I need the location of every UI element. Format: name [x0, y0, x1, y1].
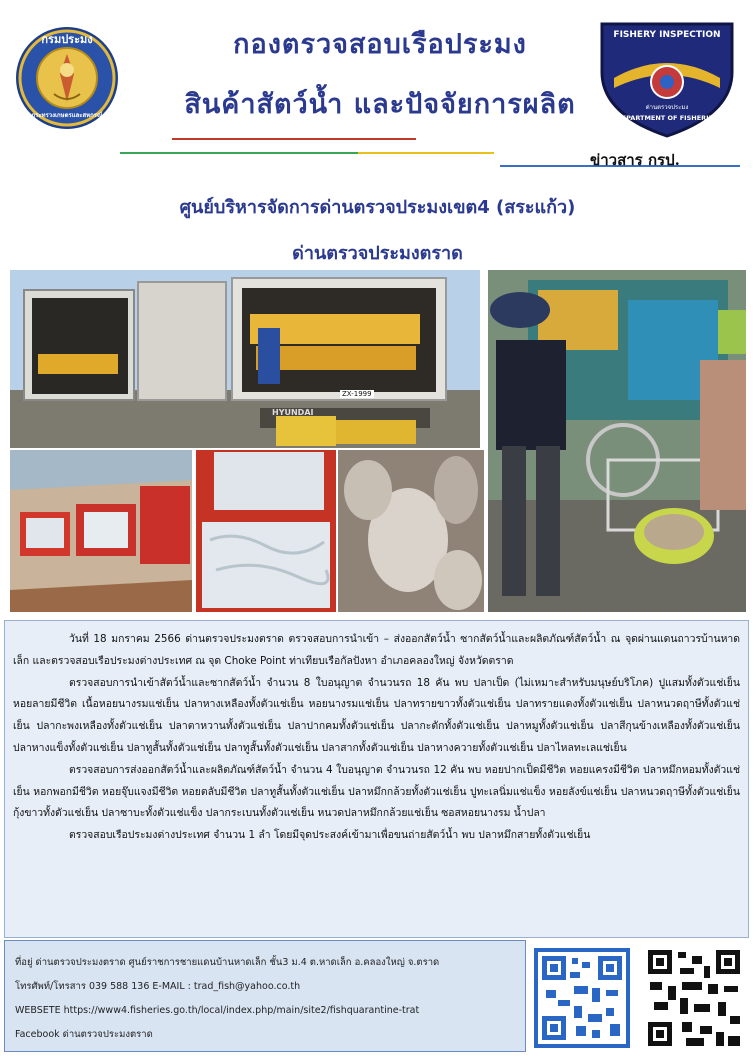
contact-address: ที่อยู่ ด่านตรวจประมงตราด ศูนย์ราชการชายแดนบ้านหาดเล็ก ชั้น3 ม.4 ต.หาดเล็ก อ.คลองใหญ่ จ.ตราด: [15, 957, 440, 968]
logo-left-bottom-text: กระทรวงเกษตรและสหกรณ์: [31, 112, 103, 119]
office-title: ศูนย์บริหารจัดการด่านตรวจประมงเขต4 (สระแก้ว): [179, 197, 576, 218]
header-title-line2: สินค้าสัตว์น้ำ และปัจจัยการผลิต: [184, 89, 576, 120]
report-text-box: [4, 620, 749, 938]
logo-left-top-text: กรมประมง: [41, 33, 93, 46]
qr-code-facebook[interactable]: [642, 942, 746, 1054]
photo-truck-inspection: [10, 270, 480, 448]
department-logo-left: [14, 24, 120, 132]
contact-facebook: Facebook ด่านตรวจประมงตราด: [15, 1029, 153, 1040]
paragraph-export-findings: ตรวจสอบการส่งออกสัตว์น้ำและผลิตภัณฑ์สัตว์น้ำ จำนวน 4 ใบอนุญาต จำนวนรถ 12 คัน พบ หอยปากเป็ดมีชีวิต หอยแครงมีชีวิต ปลาหมึกหอมทั้งตัวแช่เย็น หอกพอกมีชีวิต หอยจุ๊บแจงมีชีวิต หอยตลับมีชีวิต ปลาทูสั้นทั้งตัวแช่เย็น ปลาหมึกกล้วยทั้งตัวแช่เย็น ปูทะเลนิ่มแช่แข็ง หอยลังข์แช่เย็น ปลาหนวดฤาษีทั้งตัวแช่เย็น กุ้งขาวทั้งตัวแช่เย็น ปลาซาบะทั้งตัวแช่แข็ง ปลากระเบนทั้งตัวแช่เย็น หนวดปลาหมึกกล้วยแช่เย็น ซอสหอยนางรม น้ำปลา: [13, 763, 740, 820]
header-title-line1: กองตรวจสอบเรือประมง: [233, 29, 527, 60]
divider-red: [172, 138, 416, 140]
contact-phone-email: โทรศัพท์/โทรสาร 039 588 136 E-MAIL : trad_fish@yahoo.co.th: [15, 981, 301, 992]
photo-boat-baskets: [10, 450, 192, 612]
truck-plate-text: ZX-1999: [342, 390, 372, 398]
divider-green: [120, 152, 358, 154]
news-label: ข่าวสาร กรป.: [590, 151, 680, 169]
badge-center-text: ด่านตรวจประมง: [645, 104, 689, 111]
contact-footer: [4, 940, 526, 1052]
contact-website: WEBSETE https://www4.fisheries.go.th/local/index.php/main/site2/fishquarantine-trat: [15, 1005, 420, 1016]
fishery-inspection-badge: [596, 18, 738, 140]
photo-squid-closeup: [338, 450, 484, 612]
badge-bottom-text: DEPARTMENT OF FISHERIES: [616, 114, 718, 122]
photo-officer-inspecting: [488, 270, 746, 612]
badge-top-text: FISHERY INSPECTION: [613, 30, 721, 40]
divider-yellow: [358, 152, 494, 154]
paragraph-foreign-vessel: ตรวจสอบเรือประมงต่างประเทศ จำนวน 1 ลำ โดยมีจุดประสงค์เข้ามาเพื่อขนถ่ายสัตว์น้ำ พบ ปลาหมึกสายทั้งตัวแช่เย็น: [69, 829, 591, 842]
qr-code-website[interactable]: [530, 942, 634, 1054]
paragraph-inspection-summary: วันที่ 18 มกราคม 2566 ด่านตรวจประมงตราด ตรวจสอบการนำเข้า – ส่งออกสัตว์น้ำ ซากสัตว์น้ำและผลิตภัณฑ์สัตว์น้ำ ณ จุดผ่านแดนถาวรบ้านหาดเล็ก และตรวจสอบเรือประมงต่างประเทศ ณ จุด Choke Point ท่าเทียบเรือกัลปังหา อำเภอคลองใหญ่ จังหวัดตราด: [13, 633, 740, 667]
checkpoint-title: ด่านตรวจประมงตราด: [292, 243, 463, 264]
photo-iced-squid-crates: [196, 450, 336, 612]
truck-brand-text: HYUNDAI: [272, 408, 314, 417]
paragraph-import-findings: ตรวจสอบการนำเข้าสัตว์น้ำและซากสัตว์น้ำ จำนวน 8 ใบอนุญาต จำนวนรถ 18 คัน พบ ปลาเป็ด (ไม่เหมาะสำหรับมนุษย์บริโภค) ปูแสมทั้งตัวแช่เย็น หอยลายมีชีวิต เนื้อหอยนางรมแช่เย็น ปลาหางเหลืองทั้งตัวแช่เย็น หอยนางรมแช่เย็น ปลาทรายขาวทั้งตัวแช่เย็น ปลาทรายแดงทั้งตัวแช่เย็น ปลาหนวดฤาษีทั้งตัวแช่เย็น ปลากะพงเหลืองทั้งตัวแช่เย็น ปลาตาหวานทั้งตัวแช่เย็น ปลาปากคมทั้งตัวแช่เย็น ปลากะตักทั้งตัวแช่เย็น ปลาหมูทั้งตัวแช่เย็น ปลาสีกุนข้างเหลืองทั้งตัวแช่เย็น ปลาหางแข็งทั้งตัวแช่เย็น ปลาทูสั้นทั้งตัวแช่เย็น ปลาทูสั้นทั้งตัวแช่เย็น ปลาสากทั้งตัวแช่เย็น ปลาหางควายทั้งตัวแช่เย็น ปลาไหลทะเลแช่เย็น: [13, 676, 740, 754]
